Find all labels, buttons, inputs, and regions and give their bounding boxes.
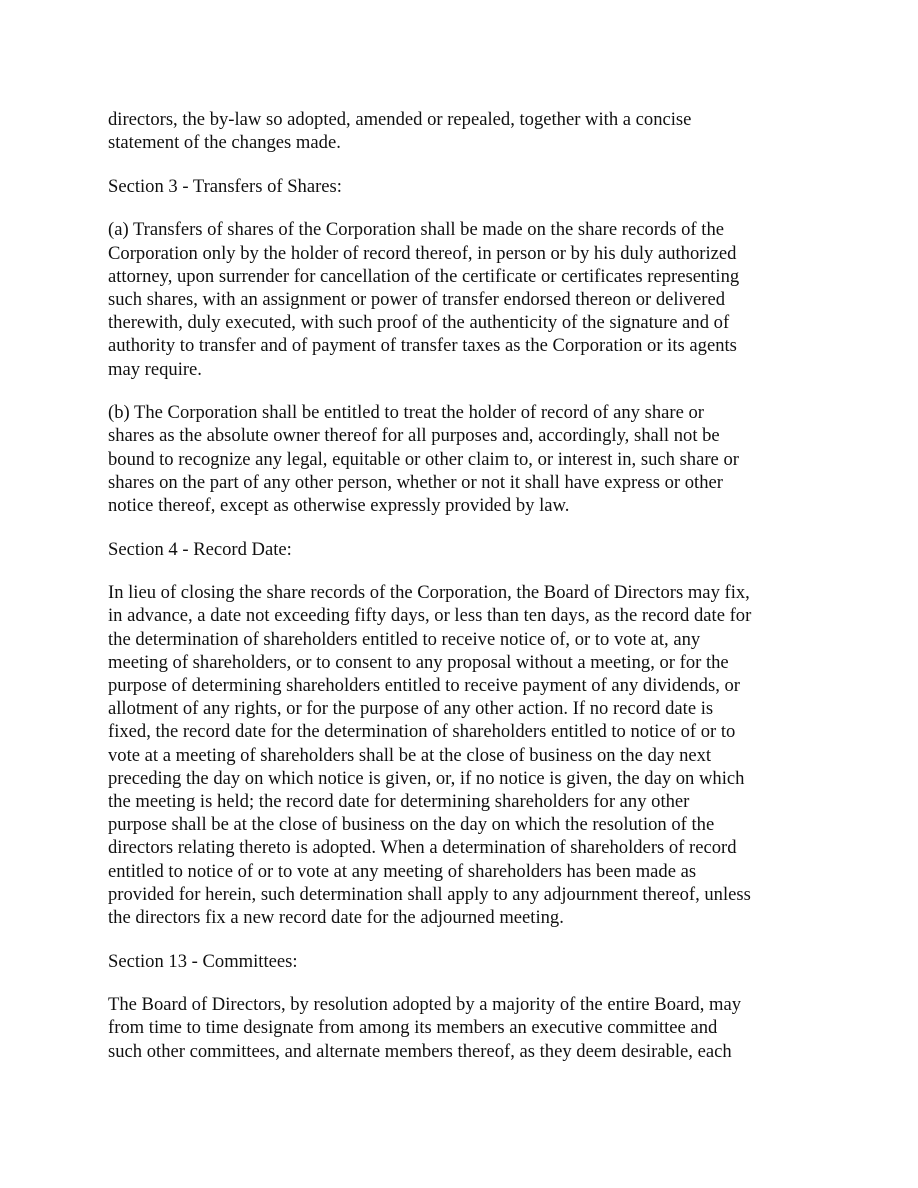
text-line: from time to time designate from among its members an executive committee and: [108, 1017, 718, 1039]
text-line: (a) Transfers of shares of the Corporation shall be made on the share records of the: [108, 219, 724, 241]
section-3-heading: Section 3 - Transfers of Shares:: [108, 175, 342, 197]
section-4-heading: Section 4 - Record Date:: [108, 538, 292, 560]
section-3-paragraph-b: [108, 401, 812, 517]
text-line: such other committees, and alternate members thereof, as they deem desirable, each: [108, 1040, 732, 1062]
text-line: fixed, the record date for the determination of shareholders entitled to notice of or to: [108, 721, 736, 743]
text-line: preceding the day on which notice is given, or, if no notice is given, the day on which: [108, 767, 745, 789]
text-line: the determination of shareholders entitled to receive notice of, or to vote at, any: [108, 628, 701, 650]
text-line: allotment of any rights, or for the purpose of any other action. If no record date is: [108, 698, 714, 720]
text-line: provided for herein, such determination shall apply to any adjournment thereof, unless: [108, 883, 751, 905]
text-line: The Board of Directors, by resolution adopted by a majority of the entire Board, may: [108, 994, 742, 1016]
document-page: [108, 108, 812, 1083]
text-line: Corporation only by the holder of record thereof, in person or by his duly authorized: [108, 242, 737, 264]
text-line: In lieu of closing the share records of the Corporation, the Board of Directors may fix,: [108, 582, 750, 604]
text-line: the directors fix a new record date for the adjourned meeting.: [108, 907, 564, 929]
text-line: meeting of shareholders, or to consent to any proposal without a meeting, or for the: [108, 651, 729, 673]
text-line: in advance, a date not exceeding fifty days, or less than ten days, as the record date for: [108, 605, 752, 627]
section-13-heading: Section 13 - Committees:: [108, 950, 298, 972]
intro-paragraph: [108, 108, 812, 154]
text-line: vote at a meeting of shareholders shall be at the close of business on the day next: [108, 744, 712, 766]
text-line: shares on the part of any other person, whether or not it shall have express or other: [108, 471, 723, 493]
text-line: may require.: [108, 358, 202, 380]
section-13-paragraph: [108, 993, 812, 1063]
text-line: authority to transfer and of payment of transfer taxes as the Corporation or its agents: [108, 335, 737, 357]
text-line: purpose of determining shareholders entitled to receive payment of any dividends, or: [108, 675, 740, 697]
text-line: directors, the by-law so adopted, amended or repealed, together with a concise: [108, 109, 692, 130]
text-line: bound to recognize any legal, equitable or other claim to, or interest in, such share or: [108, 448, 739, 470]
text-line: statement of the changes made.: [108, 132, 341, 154]
text-line: (b) The Corporation shall be entitled to treat the holder of record of any share or: [108, 402, 704, 424]
section-3-paragraph-a: [108, 218, 812, 380]
text-line: therewith, duly executed, with such proof of the authenticity of the signature and of: [108, 312, 730, 334]
text-line: such shares, with an assignment or power of transfer endorsed thereon or delivered: [108, 289, 726, 310]
text-line: the meeting is held; the record date for determining shareholders for any other: [108, 791, 690, 813]
text-line: notice thereof, except as otherwise expressly provided by law.: [108, 495, 570, 517]
text-line: attorney, upon surrender for cancellation of the certificate or certificates representing: [108, 265, 740, 287]
text-line: directors relating thereto is adopted. When a determination of shareholders of record: [108, 837, 737, 859]
text-line: purpose shall be at the close of business on the day on which the resolution of the: [108, 814, 715, 836]
text-line: entitled to notice of or to vote at any meeting of shareholders has been made as: [108, 860, 697, 882]
text-line: shares as the absolute owner thereof for all purposes and, accordingly, shall not be: [108, 425, 720, 447]
section-4-paragraph: [108, 581, 812, 929]
